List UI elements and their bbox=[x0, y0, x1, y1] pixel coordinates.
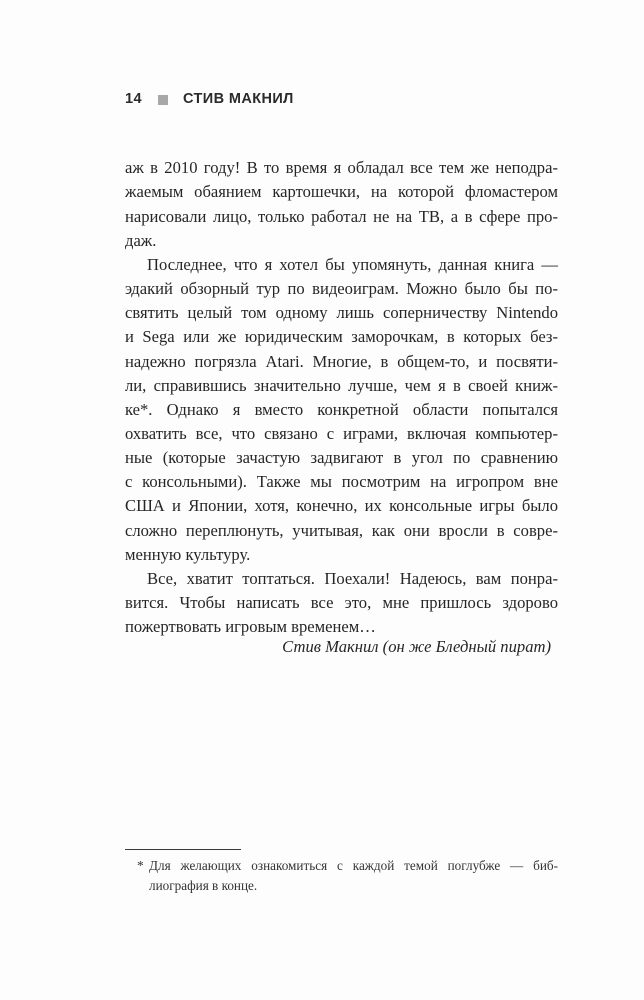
footnote-asterisk: * bbox=[137, 858, 144, 873]
body-line: США и Японии, хотя, конечно, их консольные игры было bbox=[125, 496, 558, 515]
body-line: ные (которые зачастую задвигают в угол по сравнению bbox=[125, 448, 558, 467]
body-line: надежно погрязла Atari. Многие, в общем-то, и посвяти- bbox=[125, 352, 558, 371]
body-line: Все, хватит топтаться. Поехали! Надеюсь, вам понра- bbox=[147, 569, 558, 588]
header-square-separator bbox=[158, 95, 168, 105]
running-head-author: СТИВ МАКНИЛ bbox=[183, 91, 294, 107]
body-line: пожертвовать игровым временем… bbox=[125, 617, 376, 636]
body-line: и Sega или же юридическим заморочкам, в которых без- bbox=[125, 327, 558, 346]
footnote-line: лиография в конце. bbox=[149, 878, 258, 893]
body-line: вится. Чтобы написать все это, мне пришлось здорово bbox=[125, 593, 558, 612]
body-line: жаемым обаянием картошечки, на которой фломастером bbox=[125, 182, 558, 201]
body-line: менную культуру. bbox=[125, 545, 251, 564]
body-line: с консольными). Также мы посмотрим на игропром вне bbox=[125, 472, 558, 491]
page-number: 14 bbox=[125, 91, 142, 107]
body-line: охватить все, что связано с играми, включая компьютер- bbox=[125, 424, 558, 443]
body-line: святить целый том одному лишь соперничеству Nintendo bbox=[125, 303, 558, 322]
body-line: сложно переплюнуть, учитывая, как они вросли в совре- bbox=[125, 521, 558, 540]
footnote-line bbox=[137, 856, 558, 876]
body-line: даж. bbox=[125, 231, 157, 250]
footnote-text: Для желающих ознакомиться с каждой темой поглубже — биб- bbox=[149, 858, 558, 873]
footnote-divider bbox=[125, 849, 241, 850]
author-signature: Стив Макнил (он же Бледный пират) bbox=[282, 637, 551, 656]
body-line: ли, справившись значительно лучше, чем я в своей книж- bbox=[125, 376, 558, 395]
body-line: аж в 2010 году! В то время я обладал все тем же неподра- bbox=[125, 158, 558, 177]
body-line: нарисовали лицо, только работал не на ТВ, а в сфере про- bbox=[125, 207, 558, 226]
body-line: Последнее, что я хотел бы упомянуть, данная книга — bbox=[147, 255, 558, 274]
body-line: ке*. Однако я вместо конкретной области попытался bbox=[125, 400, 558, 419]
body-line: эдакий обзорный тур по видеоиграм. Можно было бы по- bbox=[125, 279, 558, 298]
